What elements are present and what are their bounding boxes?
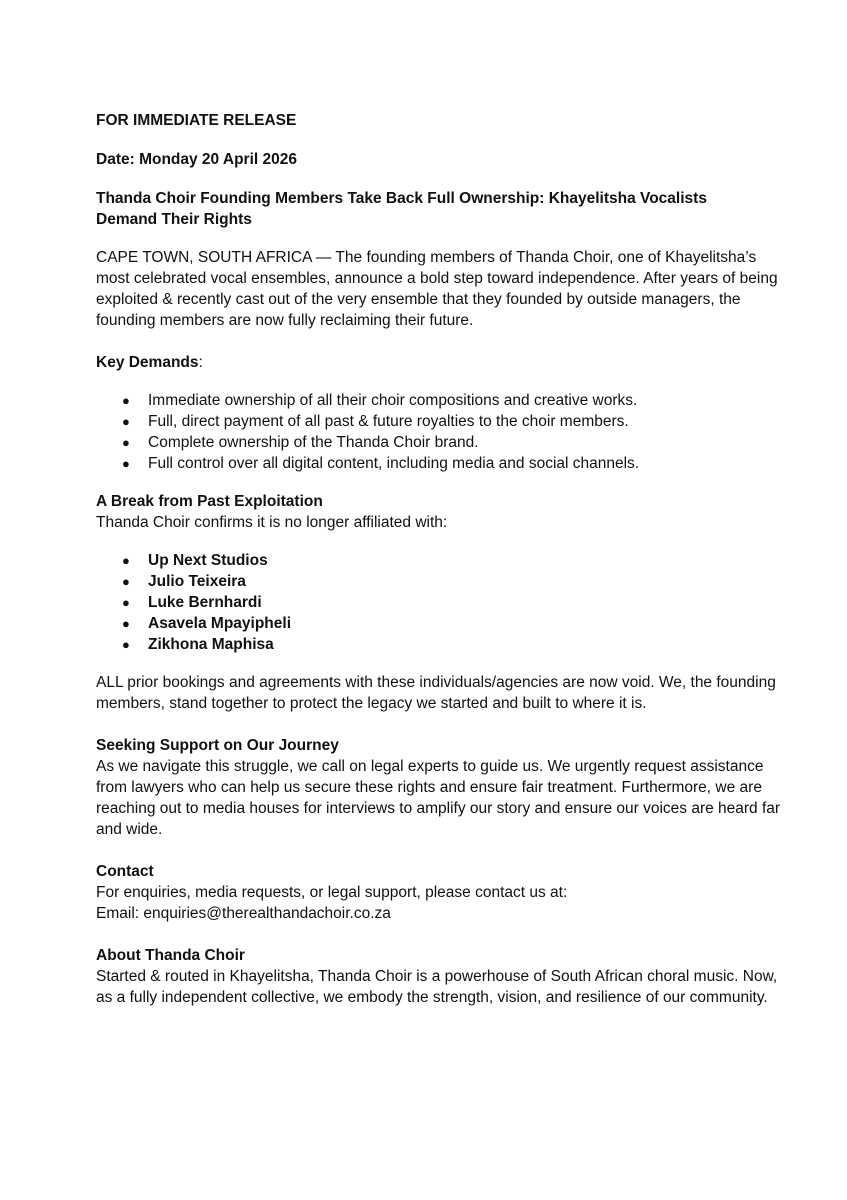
contact-email-line bbox=[96, 903, 787, 924]
list-item: ● Immediate ownership of all their choir compositions and creative works. bbox=[122, 392, 638, 409]
email-address[interactable]: enquiries@therealthandachoir.co.za bbox=[143, 905, 391, 922]
bullet-icon: ● bbox=[122, 637, 130, 652]
bullet-icon: ● bbox=[122, 553, 130, 568]
list-item: ● Asavela Mpayipheli bbox=[122, 615, 292, 632]
list-item: ● Zikhona Maphisa bbox=[122, 636, 274, 653]
bullet-icon: ● bbox=[122, 393, 130, 408]
bullet-icon: ● bbox=[122, 456, 130, 471]
date-line: Date: Monday 20 April 2026 bbox=[96, 151, 297, 168]
intro-paragraph: CAPE TOWN, SOUTH AFRICA — The founding members of Thanda Choir, one of Khayelitsha’s most celebrated vocal ensembles, announce a bold step toward independence. After years of being exploited & recently cast out of the very ensemble that they founded by outside managers, the founding members are now fully reclaiming their future. bbox=[96, 249, 778, 329]
key-demands-heading bbox=[96, 352, 787, 373]
list-item: ● Complete ownership of the Thanda Choir brand. bbox=[122, 434, 479, 451]
about-section-body: Started & routed in Khayelitsha, Thanda Choir is a powerhouse of South African choral music. Now, as a fully independent collective, we embody the strength, vision, and resilience of our community. bbox=[96, 968, 778, 1006]
bullet-icon: ● bbox=[122, 435, 130, 450]
key-demands-colon: : bbox=[198, 354, 203, 371]
contact-line: For enquiries, media requests, or legal support, please contact us at: bbox=[96, 884, 568, 901]
list-item: ● Full control over all digital content, including media and social channels. bbox=[122, 455, 640, 472]
key-demands-list bbox=[96, 390, 787, 474]
headline: Thanda Choir Founding Members Take Back Full Ownership: Khayelitsha Vocalists Demand Their Rights bbox=[96, 190, 707, 228]
list-item: ● Julio Teixeira bbox=[122, 573, 246, 590]
support-section-body: As we navigate this struggle, we call on legal experts to guide us. We urgently request assistance from lawyers who can help us secure these rights and ensure fair treatment. Furthermore, we are reaching out to media houses for interviews to amplify our story and ensure our voices are heard far and wide. bbox=[96, 758, 781, 838]
break-section-title: A Break from Past Exploitation bbox=[96, 493, 323, 510]
bullet-icon: ● bbox=[122, 616, 130, 631]
contact-section-title: Contact bbox=[96, 863, 154, 880]
bullet-icon: ● bbox=[122, 595, 130, 610]
support-section-title: Seeking Support on Our Journey bbox=[96, 737, 339, 754]
break-section-intro: Thanda Choir confirms it is no longer affiliated with: bbox=[96, 514, 448, 531]
key-demands-title: Key Demands bbox=[96, 354, 199, 371]
list-item: ● Luke Bernhardi bbox=[122, 594, 262, 611]
list-item: ● Up Next Studios bbox=[122, 552, 268, 569]
break-section-closing: ALL prior bookings and agreements with these individuals/agencies are now void. We, the founding members, stand together to protect the legacy we started and built to where it is. bbox=[96, 674, 776, 712]
list-item: ● Full, direct payment of all past & future royalties to the choir members. bbox=[122, 413, 629, 430]
email-label: Email: bbox=[96, 905, 144, 922]
bullet-icon: ● bbox=[122, 414, 130, 429]
release-label: FOR IMMEDIATE RELEASE bbox=[96, 112, 297, 129]
bullet-icon: ● bbox=[122, 574, 130, 589]
about-section-title: About Thanda Choir bbox=[96, 947, 245, 964]
disaffiliated-list bbox=[96, 550, 787, 655]
